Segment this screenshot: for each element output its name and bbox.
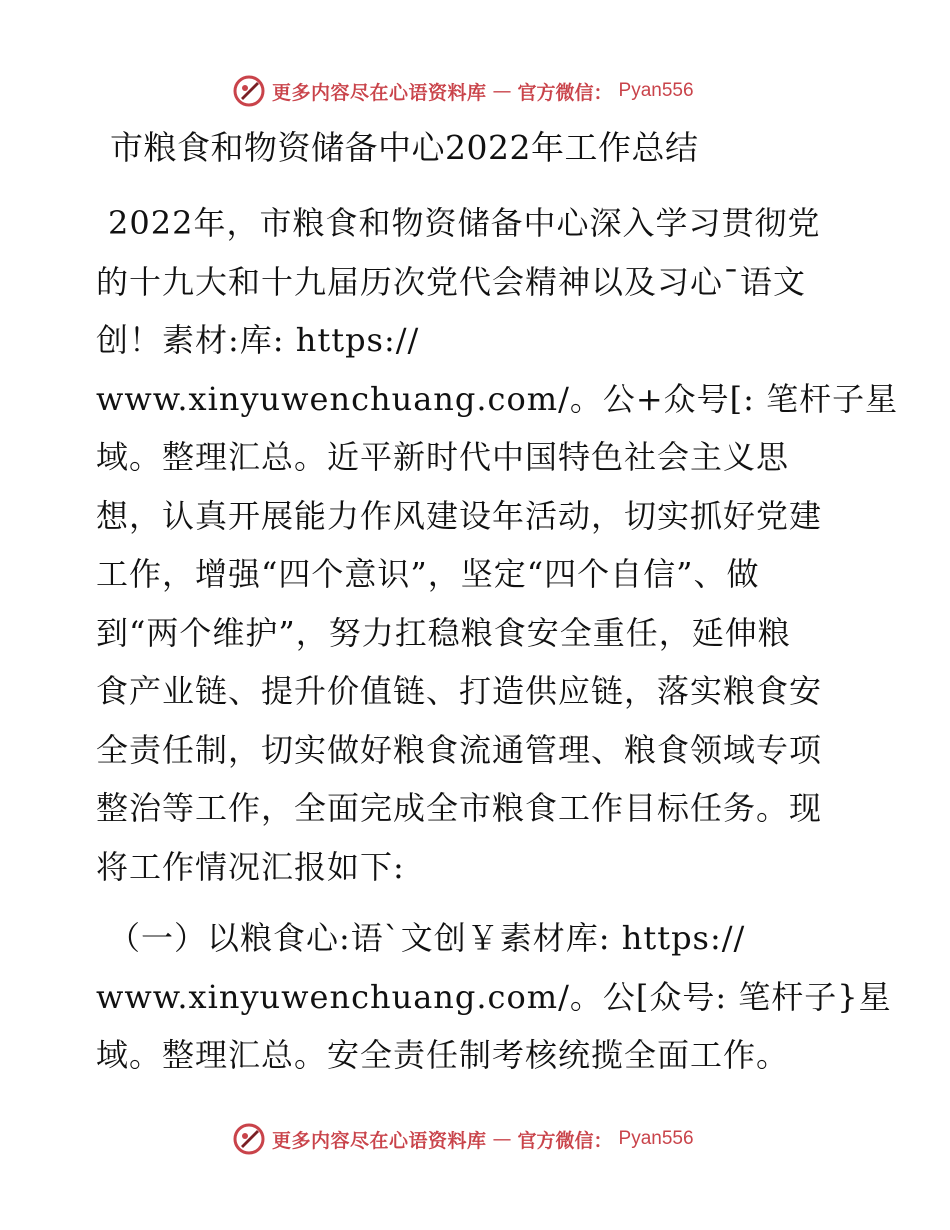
header-watermark <box>232 71 752 111</box>
watermark-wechat-id: Pyan556 <box>618 80 694 101</box>
document-title: 市粮食和物资储备中心2022年工作总结 <box>110 128 699 167</box>
paragraph-1 <box>96 194 899 896</box>
paragraph-line: 2022年，市粮食和物资储备中心深入学习贯彻党 <box>108 204 821 242</box>
paragraph-line: www.xinyuwenchuang.com/。公+众号[: 笔杆子星 <box>96 379 899 418</box>
paragraph-line: 域。整理汇总。近平新时代中国特色社会主义思 <box>96 438 790 476</box>
paragraph-line: 将工作情况汇报如下: <box>96 847 405 886</box>
paragraph-line: 的十九大和十九届历次党代会精神以及习心¯语文 <box>96 262 807 301</box>
watermark-main-text: 更多内容尽在心语资料库 <box>272 1129 487 1152</box>
watermark-label: 官方微信： <box>517 1129 613 1152</box>
paragraph-line: 工作，增强“四个意识”，坚定“四个自信”、做 <box>96 555 760 593</box>
paragraph-line: （一）以粮食心:语`文创￥素材库: https:// <box>108 919 746 957</box>
paragraph-2 <box>96 909 892 1085</box>
paragraph-line: 想，认真开展能力作风建设年活动，切实抓好党建 <box>96 496 823 535</box>
paragraph-line: 食产业链、提升价值链、打造供应链，落实粮食安 <box>96 672 823 710</box>
paragraph-line: 到“两个维护”，努力扛稳粮食安全重任，延伸粮 <box>96 613 791 652</box>
watermark-main-text: 更多内容尽在心语资料库 <box>272 81 487 104</box>
paragraph-line: 域。整理汇总。安全责任制考核统揽全面工作。 <box>96 1036 790 1074</box>
watermark-logo-icon <box>232 74 266 108</box>
footer-watermark <box>232 1119 752 1159</box>
watermark-logo-icon <box>232 1122 266 1156</box>
watermark-separator: — <box>492 80 512 102</box>
watermark-separator: — <box>492 1128 512 1150</box>
paragraph-line: 创！素材:库: https:// <box>96 321 420 359</box>
watermark-wechat-id: Pyan556 <box>618 1128 694 1149</box>
paragraph-line: 全责任制，切实做好粮食流通管理、粮食领域专项 <box>96 730 823 769</box>
watermark-label: 官方微信： <box>517 81 613 104</box>
paragraph-line: www.xinyuwenchuang.com/。公[众号: 笔杆子}星 <box>96 977 892 1016</box>
paragraph-line: 整治等工作，全面完成全市粮食工作目标任务。现 <box>96 789 823 827</box>
